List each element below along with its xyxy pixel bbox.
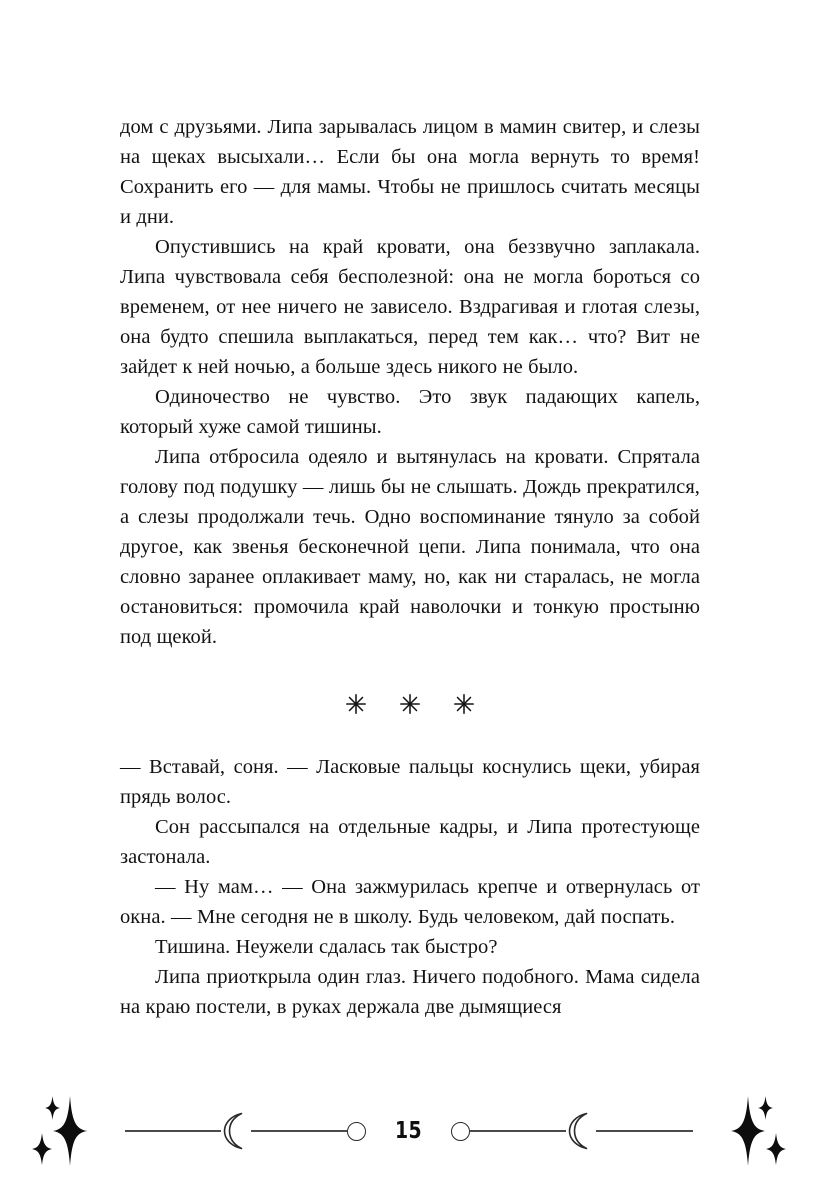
scene-break-divider (120, 674, 700, 734)
dialogue-paragraph: — Вставай, соня. — Ласковые пальцы коснулись щеки, убирая прядь волос. (120, 756, 700, 808)
asterisk-icon (453, 693, 475, 715)
spacer (120, 734, 700, 752)
footer-rule-right-segment (451, 1111, 693, 1151)
spacer (120, 652, 700, 674)
asterisk-icon (399, 693, 421, 715)
horizontal-rule (596, 1130, 692, 1132)
paragraph: Опустившись на край кровати, она беззвучно заплакала. Липа чувствовала себя бесполезной: она не могла бороться со временем, от нее ничего не зависело. Вздрагивая и глотая слезы, она будто спешила выплакаться, перед тем как… что? Вит не зайдет к ней ночью, а больше здесь никого не было. (120, 236, 700, 378)
circle-icon (347, 1122, 366, 1141)
sparkle-cluster-icon (29, 1088, 125, 1174)
asterisk-icon (345, 693, 367, 715)
paragraph: Липа отбросила одеяло и вытянулась на кровати. Спрятала голову под подушку — лишь бы не слышать. Дождь прекратился, а слезы продолжали течь. Одно воспоминание тянуло за собой другое, как звенья бесконечной цепи. Липа понимала, что она словно заранее оплакивает маму, но, как ни старалась, не могла остановиться: промочила край наволочки и тонкую простыню под щекой. (120, 446, 700, 648)
paragraph: Тишина. Неужели сдалась так быстро? (155, 936, 498, 958)
footer-rule-left-segment (125, 1111, 367, 1151)
page-footer (0, 1088, 817, 1174)
body-text-block (120, 112, 700, 1022)
crescent-moon-icon (221, 1111, 251, 1151)
dialogue-paragraph: — Ну мам… — Она зажмурилась крепче и отвернулась от окна. — Мне сегодня не в школу. Будь человеком, дай поспать. (120, 876, 700, 928)
page-number: 15 (394, 1117, 423, 1144)
circle-icon (451, 1122, 470, 1141)
horizontal-rule (470, 1130, 566, 1132)
crescent-moon-icon (566, 1111, 596, 1151)
paragraph: Липа приоткрыла один глаз. Ничего подобного. Мама сидела на краю постели, в руках держала две дымящиеся (120, 966, 700, 1018)
sparkle-cluster-icon (693, 1088, 789, 1174)
paragraph: Сон рассыпался на отдельные кадры, и Липа протестующе застонала. (120, 816, 700, 868)
horizontal-rule (125, 1130, 221, 1132)
paragraph-continuation: дом с друзьями. Липа зарывалась лицом в мамин свитер, и слезы на щеках высыхали… Если бы она могла вернуть то время! Сохранить его — для мамы. Чтобы не пришлось считать месяцы и дни. (120, 116, 700, 228)
paragraph: Одиночество не чувство. Это звук падающих капель, который хуже самой тишины. (120, 386, 700, 438)
footer-ornament-bar (29, 1088, 789, 1174)
horizontal-rule (251, 1130, 347, 1132)
